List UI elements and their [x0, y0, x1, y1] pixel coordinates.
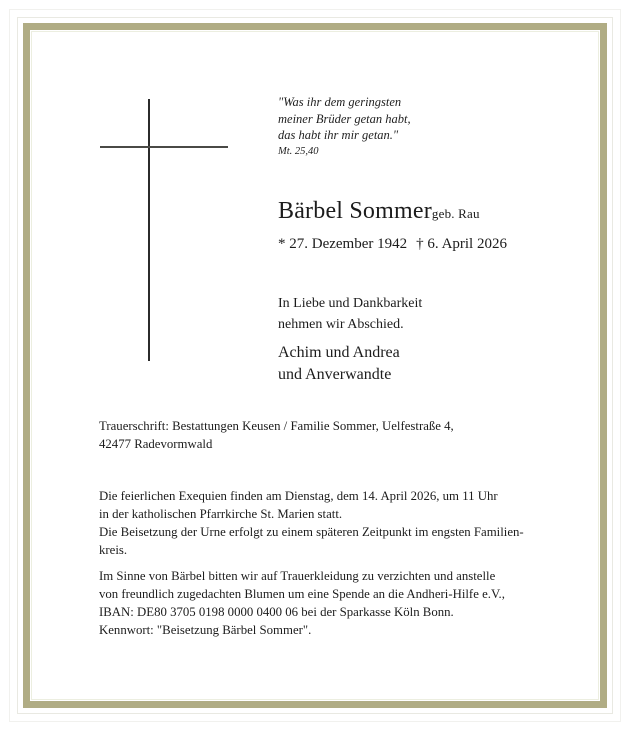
birth-date: 27. Dezember 1942 — [289, 235, 408, 252]
death-symbol: † — [416, 235, 424, 252]
latin-cross-icon — [95, 94, 215, 394]
deceased-name-block — [278, 197, 578, 255]
donation-line-1: Im Sinne von Bärbel bitten wir auf Trauerkleidung zu verzichten und anstelle — [99, 569, 496, 583]
service-line-1: Die feierlichen Exequien finden am Dienstag, dem 14. April 2026, um 11 Uhr — [99, 489, 498, 503]
quote-line-3: das habt ihr mir getan." — [278, 128, 399, 142]
address-line-1: Trauerschrift: Bestattungen Keusen / Familie Sommer, Uelfestraße 4, — [99, 419, 454, 433]
birth-symbol: * — [278, 235, 286, 252]
mourner-line-2: und Anverwandte — [278, 365, 392, 383]
deceased-name-line — [278, 197, 578, 228]
condolence-address-block — [99, 417, 541, 453]
card-content — [32, 32, 598, 699]
quote-line-1: "Was ihr dem geringsten — [278, 95, 402, 109]
address-line-2: 42477 Radevormwald — [99, 437, 213, 451]
donation-line-2: von freundlich zugedachten Blumen um eine Spende an die Andheri-Hilfe e.V., — [99, 587, 505, 601]
mourner-line-1: Achim und Andrea — [278, 343, 400, 361]
death-date: 6. April 2026 — [427, 235, 507, 252]
deceased-name: Bärbel Sommer — [278, 197, 432, 224]
scripture-reference: Mt. 25,40 — [278, 145, 319, 157]
farewell-line-1: In Liebe und Dankbarkeit — [278, 295, 423, 311]
donation-request-block — [99, 567, 541, 639]
mourners-list — [278, 342, 578, 386]
deceased-maiden-name: geb. Rau — [431, 205, 480, 221]
life-dates — [278, 233, 578, 255]
donation-keyword-line: Kennwort: "Beisetzung Bärbel Sommer". — [99, 623, 312, 637]
upper-text-column — [278, 94, 578, 386]
cross-horizontal-bar — [100, 146, 228, 148]
cross-vertical-stem — [148, 99, 150, 361]
service-line-4: kreis. — [99, 543, 128, 557]
service-line-3: Die Beisetzung der Urne erfolgt zu einem späteren Zeitpunkt im engsten Familien- — [99, 525, 524, 539]
scripture-quote — [278, 94, 578, 144]
farewell-line-2: nehmen wir Abschied. — [278, 316, 404, 332]
funeral-service-block — [99, 487, 541, 559]
quote-line-2: meiner Brüder getan habt, — [278, 111, 411, 126]
farewell-message — [278, 293, 578, 335]
donation-iban-line: IBAN: DE80 3705 0198 0000 0400 06 bei der Sparkasse Köln Bonn. — [99, 605, 454, 619]
service-line-2: in der katholischen Pfarrkirche St. Marien statt. — [99, 507, 343, 521]
